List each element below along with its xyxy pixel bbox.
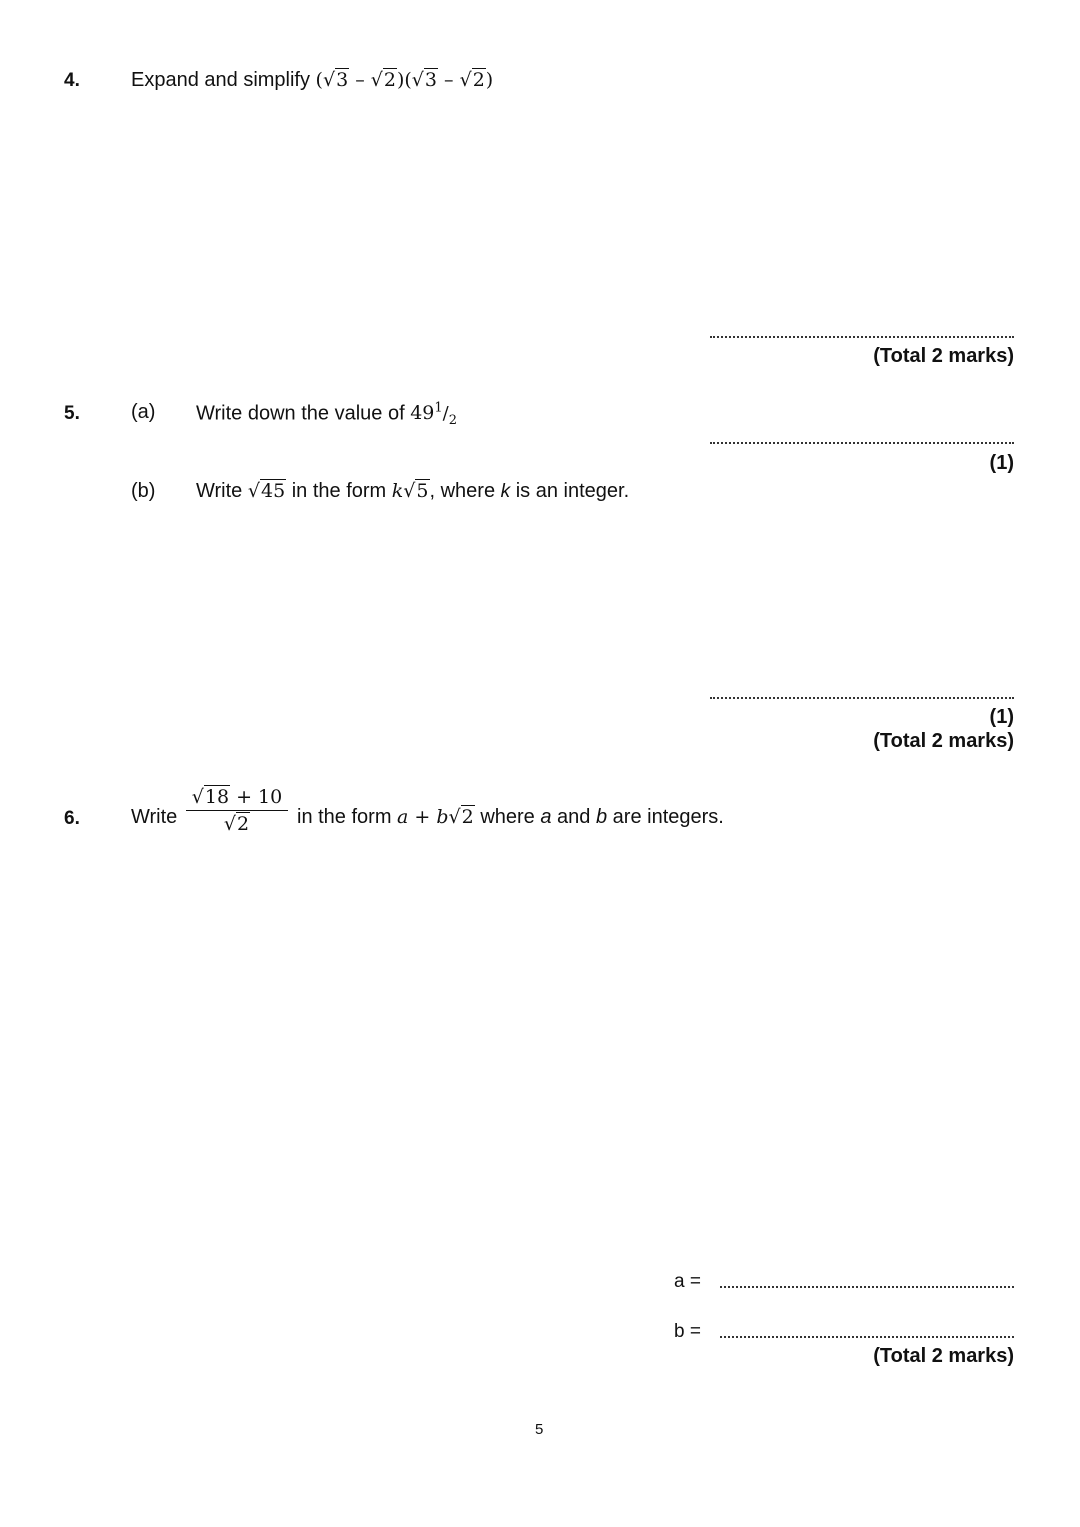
question-6-answer-a-label: a = bbox=[674, 1271, 701, 1292]
question-5a-marks: (1) bbox=[989, 452, 1014, 474]
question-5b-answer-line[interactable] bbox=[710, 697, 1014, 699]
question-5a-label: (a) bbox=[131, 401, 156, 423]
question-6-write: Write bbox=[131, 806, 178, 828]
question-6-answer-b-line[interactable] bbox=[720, 1336, 1014, 1338]
question-5b-marks: (1) bbox=[989, 706, 1014, 728]
question-6-answer-b-label: b = bbox=[674, 1321, 701, 1342]
question-5a-answer-line[interactable] bbox=[710, 442, 1014, 444]
question-5-total-marks: (Total 2 marks) bbox=[873, 730, 1014, 752]
question-5a-text bbox=[196, 401, 457, 428]
question-5a-power: $49^1/_2$ bbox=[410, 401, 458, 429]
question-5b-label: (b) bbox=[131, 480, 156, 502]
question-4-text bbox=[131, 69, 493, 92]
question-4-expression: (√3 – √2)(√3 – √2) bbox=[315, 69, 494, 91]
question-6-total-marks: (Total 2 marks) bbox=[873, 1345, 1014, 1367]
question-5a-prompt: Write down the value of bbox=[196, 402, 405, 425]
question-6-text: in the form a + b√2 where a and b are integers. bbox=[297, 806, 724, 828]
page-number: 5 bbox=[535, 1421, 544, 1438]
question-5b-text: Write √45 in the form k√5, where k is an integer. bbox=[196, 480, 630, 502]
question-6-fraction: √18 + 10 √2 bbox=[186, 786, 288, 835]
question-5-number: 5. bbox=[64, 403, 80, 424]
question-4-prompt: Expand and simplify bbox=[131, 69, 310, 91]
question-6-number: 6. bbox=[64, 808, 80, 829]
question-4-answer-line[interactable] bbox=[710, 336, 1014, 338]
question-4-number: 4. bbox=[64, 70, 80, 91]
question-6-answer-a-line[interactable] bbox=[720, 1286, 1014, 1288]
question-4-total-marks: (Total 2 marks) bbox=[873, 345, 1014, 367]
